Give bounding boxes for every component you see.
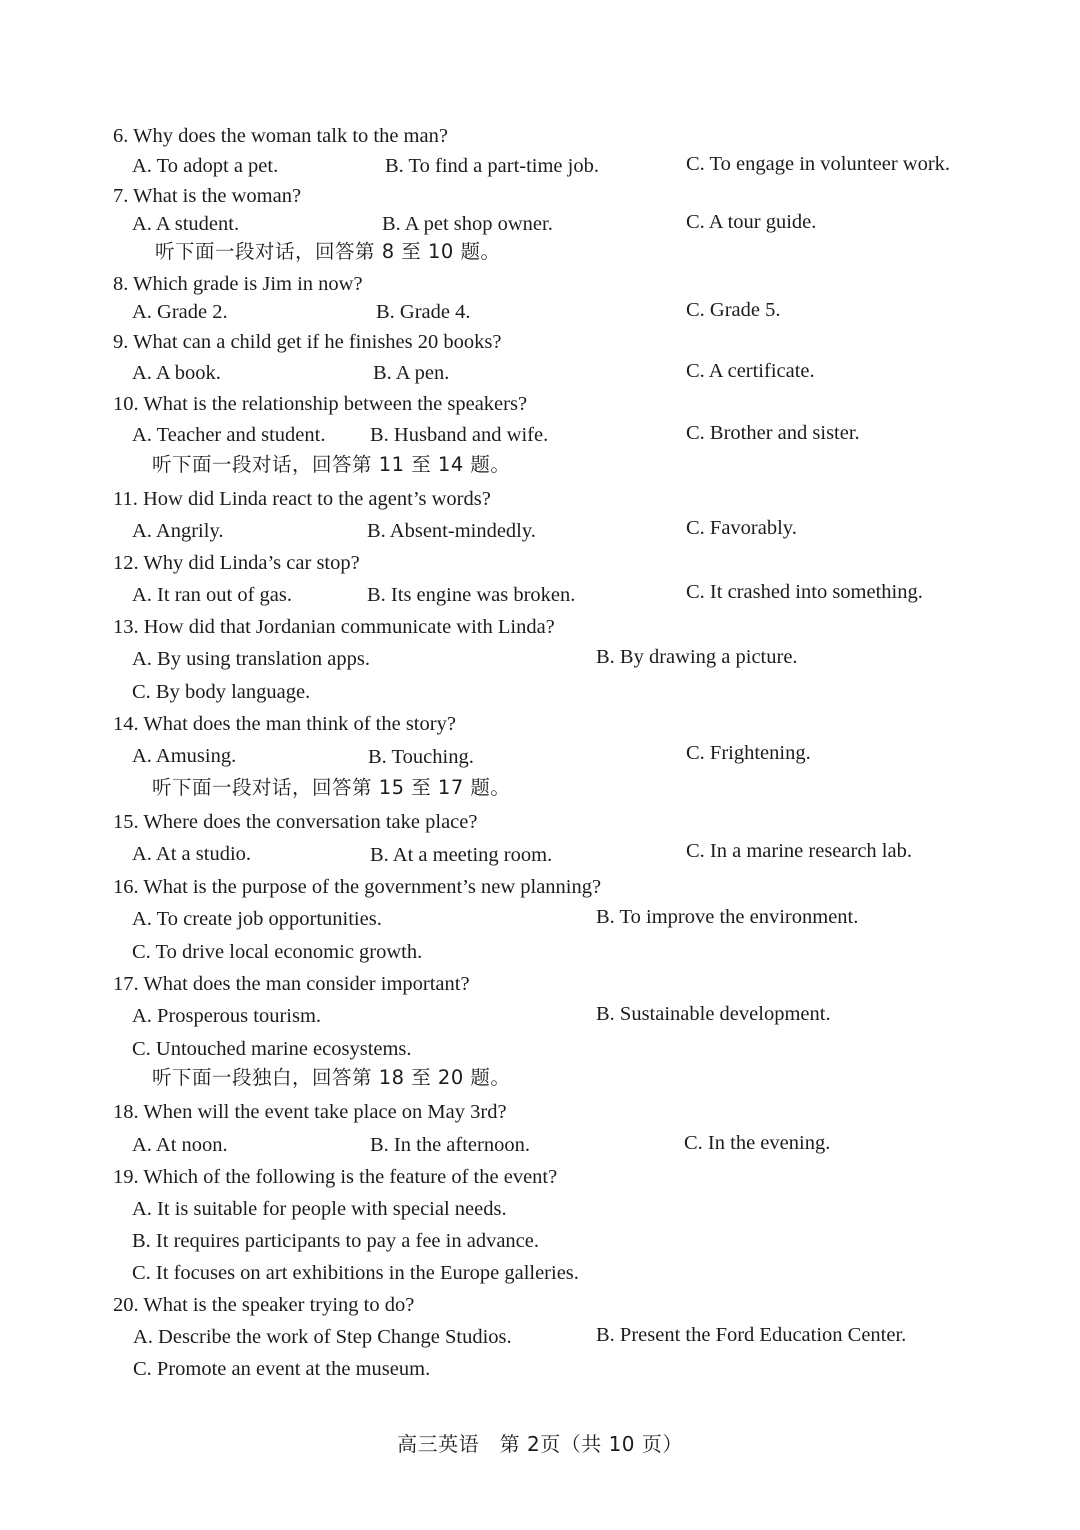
- question-17-stem: 17. What does the man consider important?: [113, 973, 470, 995]
- question-8-stem: 8. Which grade is Jim in now?: [113, 273, 363, 295]
- question-18-option-c: C. In the evening.: [684, 1132, 831, 1154]
- question-12-option-c: C. It crashed into something.: [686, 581, 923, 603]
- question-17-option-b: B. Sustainable development.: [596, 1003, 831, 1025]
- question-9-option-c: C. A certificate.: [686, 360, 815, 382]
- question-19-option-b: B. It requires participants to pay a fee in advance.: [132, 1230, 539, 1252]
- question-11-option-a: A. Angrily.: [132, 520, 224, 542]
- question-19-option-a: A. It is suitable for people with special needs.: [132, 1198, 507, 1220]
- question-13-option-a: A. By using translation apps.: [132, 648, 371, 670]
- question-9-stem: 9. What can a child get if he finishes 20 books?: [113, 331, 502, 353]
- question-20-option-c: C. Promote an event at the museum.: [133, 1358, 431, 1380]
- question-13-stem: 13. How did that Jordanian communicate with Linda?: [113, 616, 555, 638]
- question-8-option-a: A. Grade 2.: [132, 301, 228, 323]
- question-18-option-b: B. In the afternoon.: [370, 1134, 530, 1156]
- question-16-stem: 16. What is the purpose of the government’s new planning?: [113, 876, 602, 898]
- question-11-option-b: B. Absent-mindedly.: [367, 520, 536, 542]
- question-18-option-a: A. At noon.: [132, 1134, 228, 1156]
- question-16-option-b: B. To improve the environment.: [596, 906, 859, 928]
- question-20-option-b: B. Present the Ford Education Center.: [596, 1324, 907, 1346]
- section-instruction-11-14: 听下面一段对话，回答第 11 至 14 题。: [152, 453, 511, 476]
- question-14-option-b: B. Touching.: [368, 746, 474, 768]
- question-10-option-b: B. Husband and wife.: [370, 424, 549, 446]
- question-7-option-b: B. A pet shop owner.: [382, 213, 553, 235]
- question-8-option-b: B. Grade 4.: [376, 301, 471, 323]
- question-6-option-c: C. To engage in volunteer work.: [686, 153, 951, 175]
- question-18-stem: 18. When will the event take place on May 3rd?: [113, 1101, 507, 1123]
- question-7-option-a: A. A student.: [132, 213, 240, 235]
- question-17-option-c: C. Untouched marine ecosystems.: [132, 1038, 412, 1060]
- question-16-option-c: C. To drive local economic growth.: [132, 941, 423, 963]
- question-15-option-a: A. At a studio.: [132, 843, 252, 865]
- question-11-option-c: C. Favorably.: [686, 517, 797, 539]
- question-13-option-c: C. By body language.: [132, 681, 311, 703]
- question-17-option-a: A. Prosperous tourism.: [132, 1005, 322, 1027]
- section-instruction-18-20: 听下面一段独白，回答第 18 至 20 题。: [152, 1066, 511, 1089]
- question-10-option-a: A. Teacher and student.: [132, 424, 326, 446]
- question-11-stem: 11. How did Linda react to the agent’s words?: [113, 488, 491, 510]
- question-7-stem: 7. What is the woman?: [113, 185, 302, 207]
- question-15-stem: 15. Where does the conversation take place?: [113, 811, 478, 833]
- question-13-option-b: B. By drawing a picture.: [596, 646, 798, 668]
- question-9-option-b: B. A pen.: [373, 362, 450, 384]
- question-14-option-c: C. Frightening.: [686, 742, 811, 764]
- question-6-option-a: A. To adopt a pet.: [132, 155, 279, 177]
- question-12-option-b: B. Its engine was broken.: [367, 584, 576, 606]
- question-20-option-a: A. Describe the work of Step Change Studios.: [133, 1326, 512, 1348]
- section-instruction-8-10: 听下面一段对话，回答第 8 至 10 题。: [155, 240, 501, 263]
- question-20-stem: 20. What is the speaker trying to do?: [113, 1294, 415, 1316]
- question-8-option-c: C. Grade 5.: [686, 299, 781, 321]
- question-15-option-c: C. In a marine research lab.: [686, 840, 912, 862]
- question-19-stem: 19. Which of the following is the feature of the event?: [113, 1166, 558, 1188]
- question-14-option-a: A. Amusing.: [132, 745, 237, 767]
- question-10-option-c: C. Brother and sister.: [686, 422, 860, 444]
- question-16-option-a: A. To create job opportunities.: [132, 908, 382, 930]
- question-19-option-c: C. It focuses on art exhibitions in the Europe galleries.: [132, 1262, 579, 1284]
- question-15-option-b: B. At a meeting room.: [370, 844, 553, 866]
- question-14-stem: 14. What does the man think of the story?: [113, 713, 456, 735]
- question-7-option-c: C. A tour guide.: [686, 211, 817, 233]
- question-12-stem: 12. Why did Linda’s car stop?: [113, 552, 360, 574]
- question-6-option-b: B. To find a part-time job.: [385, 155, 599, 177]
- question-9-option-a: A. A book.: [132, 362, 221, 384]
- question-6-stem: 6. Why does the woman talk to the man?: [113, 125, 448, 147]
- page-footer: 高三英语 第 2页（共 10 页）: [397, 1432, 683, 1456]
- question-10-stem: 10. What is the relationship between the speakers?: [113, 393, 528, 415]
- question-12-option-a: A. It ran out of gas.: [132, 584, 292, 606]
- section-instruction-15-17: 听下面一段对话，回答第 15 至 17 题。: [152, 776, 511, 799]
